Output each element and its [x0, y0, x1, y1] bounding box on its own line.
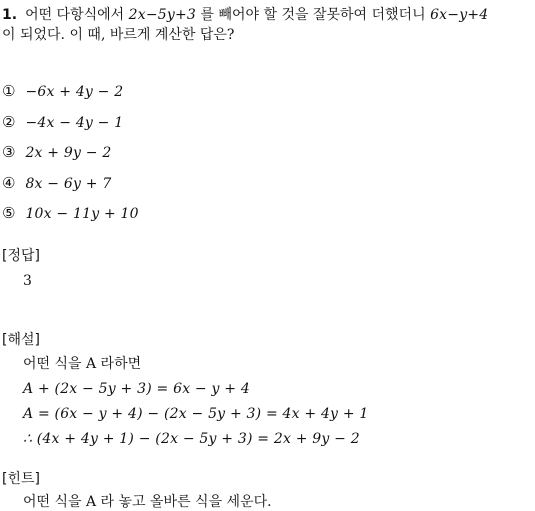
- choice-mark: ②: [2, 113, 16, 131]
- choice-expression: 10x − 11y + 10: [25, 206, 139, 222]
- explanation-line-3: A = (6x − y + 4) − (2x − 5y + 3) = 4x + 4y + 1: [23, 406, 369, 422]
- choice-expression: 8x − 6y + 7: [25, 176, 112, 192]
- explanation-line-2: A + (2x − 5y + 3) = 6x − y + 4: [23, 381, 250, 397]
- choice-expression: 2x + 9y − 2: [25, 145, 112, 161]
- choice-2[interactable]: [2, 113, 123, 132]
- explanation-line-1: 어떤 식을 A 라하면: [23, 356, 142, 372]
- choice-4[interactable]: [2, 174, 111, 193]
- question-line-1: [2, 6, 488, 24]
- answer-label: [정답]: [2, 248, 40, 264]
- explanation-line-4: ∴ (4x + 4y + 1) − (2x − 5y + 3) = 2x + 9y − 2: [23, 431, 360, 447]
- choice-expression: −4x − 4y − 1: [25, 115, 124, 131]
- choice-5[interactable]: [2, 204, 139, 223]
- choice-mark: ③: [2, 143, 16, 161]
- wrong-result: 6x−y+4: [430, 7, 489, 23]
- choice-expression: −6x + 4y − 2: [25, 84, 124, 100]
- subtracted-polynomial: 2x−5y+3: [128, 7, 197, 23]
- answer-value: 3: [23, 273, 32, 289]
- hint-text: 어떤 식을 A 라 놓고 올바른 식을 세운다.: [23, 494, 272, 510]
- explanation-label: [해설]: [2, 332, 40, 348]
- question-text-middle: 를 빼어야 할 것을 잘못하여 더했더니: [200, 7, 426, 23]
- choice-mark: ⑤: [2, 204, 16, 222]
- question-line-2: 이 되었다. 이 때, 바르게 계산한 답은?: [2, 27, 235, 43]
- choice-mark: ④: [2, 174, 16, 192]
- question-text-prefix: 어떤 다항식에서: [25, 7, 125, 23]
- choice-mark: ①: [2, 82, 16, 100]
- hint-label: [힌트]: [2, 471, 40, 487]
- question-number: 1.: [2, 7, 18, 23]
- choice-3[interactable]: [2, 143, 111, 162]
- choice-1[interactable]: [2, 82, 123, 101]
